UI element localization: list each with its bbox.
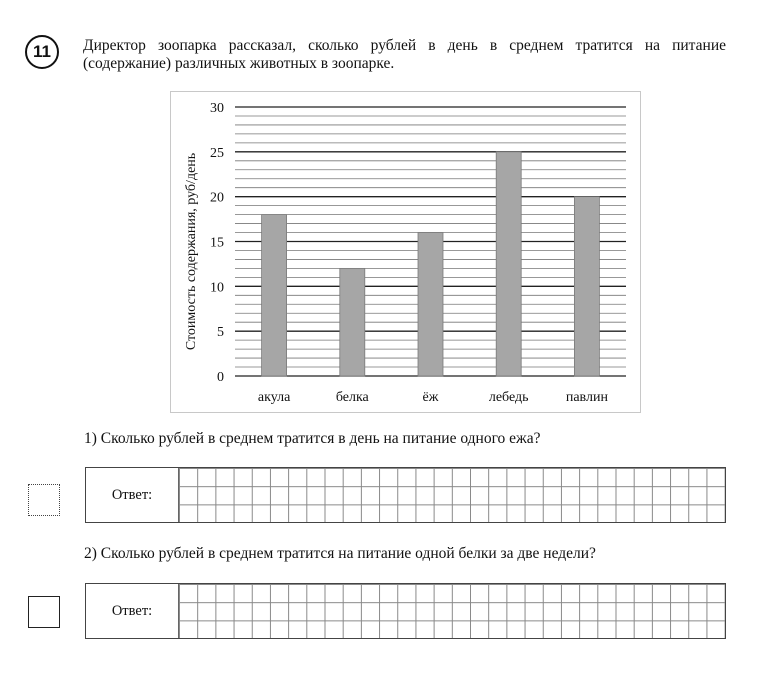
- y-tick-label: 5: [217, 325, 224, 341]
- bar-chart-svg: [171, 92, 640, 412]
- bar-chart: [170, 91, 641, 413]
- bar-4: [574, 197, 599, 376]
- x-category-label: акула: [257, 390, 291, 405]
- y-tick-label: 25: [210, 145, 224, 161]
- y-tick-label: 10: [210, 280, 224, 296]
- score-box-1[interactable]: [28, 484, 60, 516]
- task-number-badge: 11: [25, 35, 59, 69]
- bar-0: [262, 215, 287, 376]
- score-box-2[interactable]: [28, 596, 60, 628]
- y-tick-label: 15: [210, 235, 224, 251]
- answer-label-1: Ответ:: [111, 486, 153, 503]
- answer-label-2: Ответ:: [111, 602, 153, 619]
- bar-2: [418, 233, 443, 376]
- y-tick-label: 20: [210, 190, 224, 206]
- y-tick-label: 30: [210, 101, 224, 116]
- answer-grid-2[interactable]: [178, 584, 725, 638]
- answer-field-1[interactable]: [85, 467, 726, 523]
- x-category-label: ёж: [422, 390, 439, 405]
- task-intro-text: Директор зоопарка рассказал, сколько рублей в день в среднем тратится на питание (содержание) различных животных в зоопарке.: [83, 37, 726, 72]
- y-tick-label: 0: [217, 370, 224, 385]
- question-2: 2) Сколько рублей в среднем тратится на питание одной белки за две недели?: [84, 545, 596, 562]
- x-category-label: лебедь: [488, 390, 529, 405]
- answer-field-2[interactable]: [85, 583, 726, 639]
- bar-1: [340, 268, 365, 376]
- x-category-label: белка: [335, 390, 369, 405]
- question-1: 1) Сколько рублей в среднем тратится в день на питание одного ежа?: [84, 430, 541, 447]
- answer-grid-1[interactable]: [178, 468, 725, 522]
- x-category-label: павлин: [565, 390, 608, 405]
- y-axis-label: Стоимость содержания, руб/день: [184, 152, 199, 351]
- bar-3: [496, 152, 521, 376]
